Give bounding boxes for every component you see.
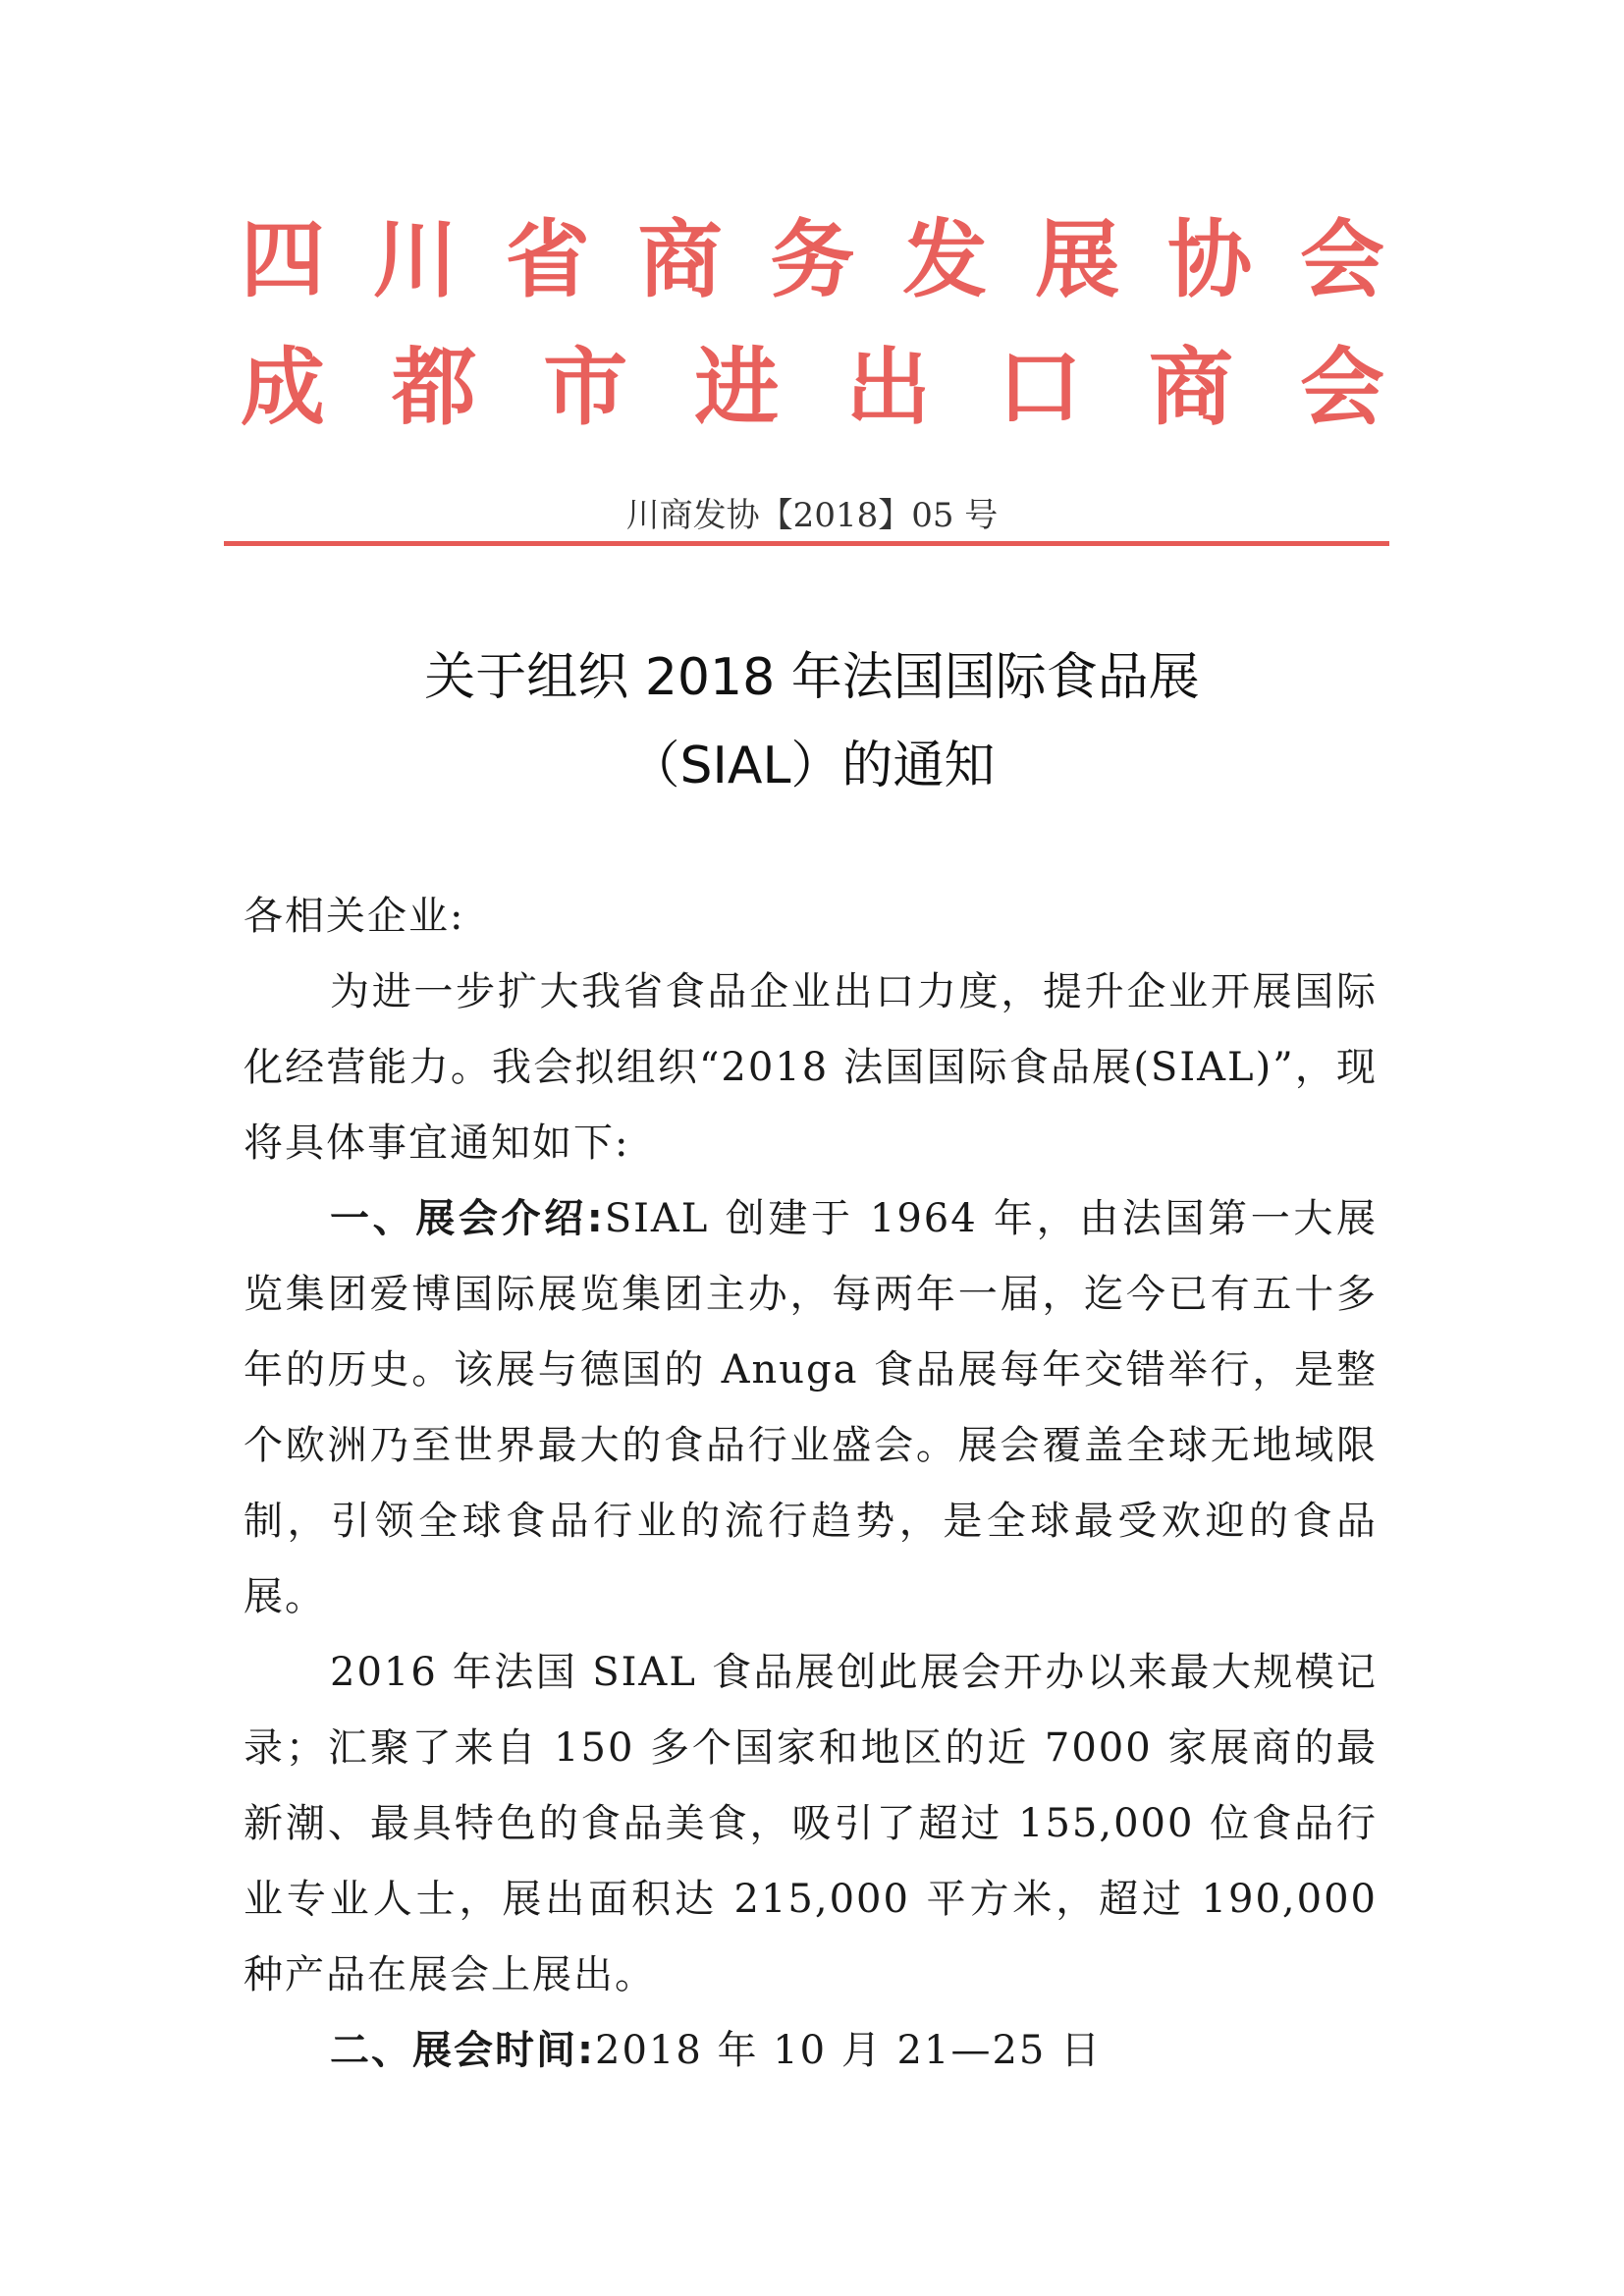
org-name-char: 展: [1035, 211, 1120, 309]
section1-paragraph: [244, 1181, 1378, 1635]
intro-paragraph: 为进一步扩大我省食品企业出口力度，提升企业开展国际化经营能力。我会拟组织“2018 法国国际食品展(SIAL)”，现将具体事宜通知如下:: [244, 969, 1378, 1166]
org-name-char: 进: [694, 339, 780, 437]
red-divider-rule: [224, 541, 1389, 546]
org-name-char: 商: [637, 211, 723, 309]
org-name-char: 川: [372, 211, 458, 309]
org-name-char: 协: [1167, 211, 1253, 309]
org-name-char: 都: [392, 339, 477, 437]
org-name-line-2: [241, 334, 1384, 442]
section2-heading: 二、展会时间:: [330, 2028, 595, 2073]
org-name-char: 口: [997, 339, 1082, 437]
org-name-char: 务: [770, 211, 855, 309]
notice-title-line-1: 关于组织 2018 年法国国际食品展: [424, 648, 1200, 707]
notice-title-line-2: （SIAL）的通知: [628, 737, 996, 795]
section2-text: 2018 年 10 月 21—25 日: [595, 2028, 1103, 2073]
org-name-char: 会: [1300, 211, 1384, 309]
notice-body: [244, 955, 1378, 2089]
org-name-char: 省: [505, 211, 590, 309]
section1-text: SIAL 创建于 1964 年，由法国第一大展览集团爱博国际展览集团主办，每两年一届，迄今已有五十多年的历史。该展与德国的 Anuga 食品展每年交错举行，是整个欧洲乃至世界最大的食品行业盛会。展会覆盖全球无地域限制，引领全球食品行业的流行趋势，是全球最受欢迎的食品展。: [244, 1196, 1378, 1619]
org-name-char: 会: [1299, 339, 1384, 437]
org-name-char: 四: [241, 211, 325, 309]
org-name-line-1: [241, 206, 1384, 314]
org-name-char: 成: [241, 339, 325, 437]
section2-paragraph: [244, 2013, 1378, 2089]
section1-heading: 一、展会介绍:: [330, 1196, 605, 1241]
org-name-char: 出: [845, 339, 931, 437]
document-number: 川商发协【2018】05 号: [625, 496, 999, 535]
salutation: 各相关企业:: [244, 894, 465, 939]
section1-paragraph-2: 2016 年法国 SIAL 食品展创此展会开办以来最大规模记录；汇聚了来自 150 多个国家和地区的近 7000 家展商的最新潮、最具特色的食品美食，吸引了超过 155,000 位食品行业专业人士，展出面积达 215,000 平方米，超过 190,000 种产品在展会上展出。: [244, 1650, 1378, 1997]
org-name-char: 发: [902, 211, 988, 309]
org-name-char: 市: [543, 339, 628, 437]
org-name-char: 商: [1148, 339, 1233, 437]
